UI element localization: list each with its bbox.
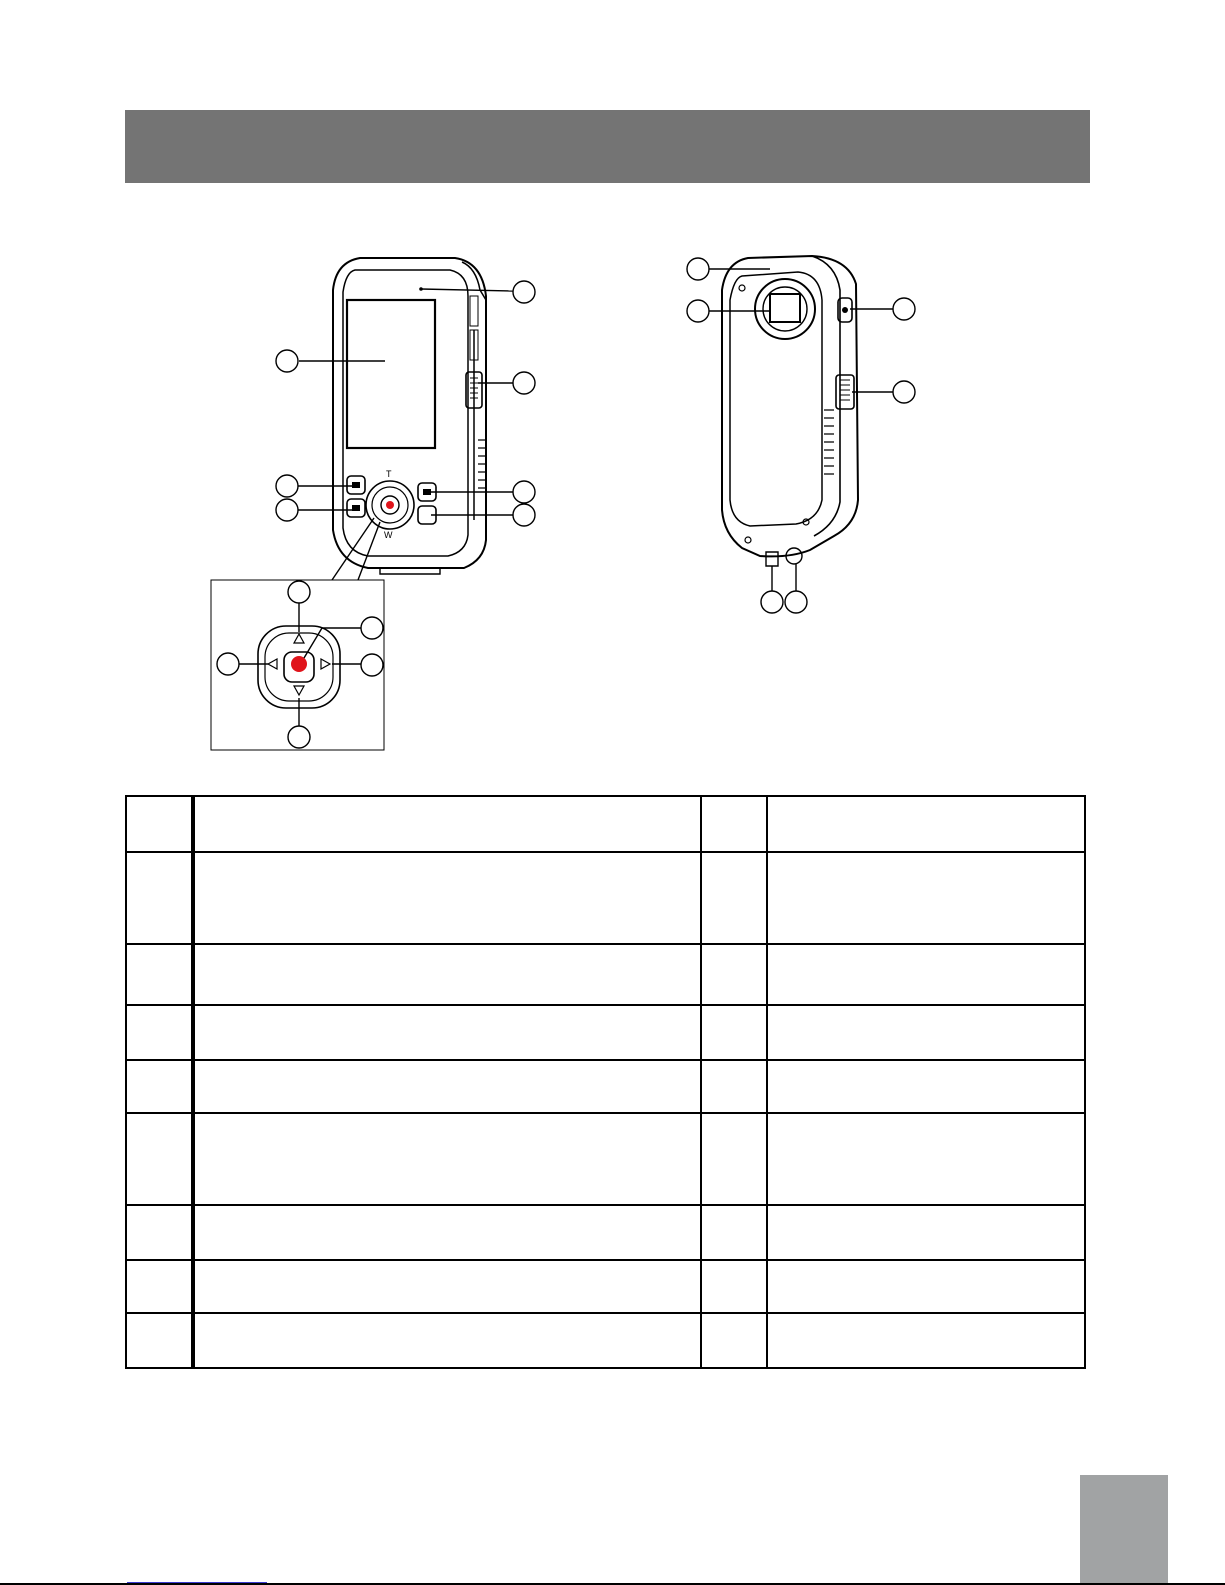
- zoom-wide-label: W: [384, 530, 393, 540]
- up-arrow-icon: [294, 634, 304, 643]
- table-row: [126, 852, 1085, 944]
- table-row: [126, 1205, 1085, 1260]
- part-number-cell: [701, 1060, 767, 1113]
- part-number-cell: [701, 796, 767, 852]
- table-row: [126, 944, 1085, 1005]
- part-number-cell: [701, 852, 767, 944]
- part-description-cell: [767, 944, 1085, 1005]
- part-description-cell: [193, 1205, 701, 1260]
- part-description-cell: [193, 1060, 701, 1113]
- part-description-cell: [193, 1005, 701, 1060]
- table-row: [126, 1005, 1085, 1060]
- part-number-cell: [126, 852, 193, 944]
- part-number-cell: [701, 1205, 767, 1260]
- part-description-cell: [193, 1313, 701, 1368]
- right-arrow-icon: [321, 659, 330, 669]
- part-number-cell: [701, 1005, 767, 1060]
- table-row: [126, 1260, 1085, 1313]
- dpad-detail: [211, 580, 384, 750]
- part-description-cell: [767, 852, 1085, 944]
- front-camera-illustration: [333, 258, 486, 574]
- part-description-cell: [767, 1113, 1085, 1205]
- part-number-cell: [126, 1313, 193, 1368]
- part-number-cell: [701, 1260, 767, 1313]
- part-description-cell: [767, 796, 1085, 852]
- table-row: [126, 796, 1085, 852]
- part-number-cell: [701, 1313, 767, 1368]
- part-description-cell: [767, 1205, 1085, 1260]
- back-camera-illustration: [722, 256, 858, 566]
- part-number-cell: [126, 1060, 193, 1113]
- part-number-cell: [126, 944, 193, 1005]
- part-number-cell: [701, 944, 767, 1005]
- part-description-cell: [767, 1313, 1085, 1368]
- part-description-cell: [767, 1005, 1085, 1060]
- part-description-cell: [193, 852, 701, 944]
- part-description-cell: [193, 1260, 701, 1313]
- part-description-cell: [193, 796, 701, 852]
- part-description-cell: [767, 1060, 1085, 1113]
- zoom-tele-label: T: [386, 469, 392, 479]
- page-number-tab: [1080, 1475, 1168, 1585]
- camera-parts-diagram: [0, 0, 1225, 780]
- part-number-cell: [126, 1005, 193, 1060]
- part-number-cell: [126, 1205, 193, 1260]
- part-number-cell: [126, 1260, 193, 1313]
- table-row: [126, 1060, 1085, 1113]
- table-row: [126, 1113, 1085, 1205]
- left-arrow-icon: [268, 659, 277, 669]
- front-callouts: [276, 281, 535, 580]
- part-description-cell: [767, 1260, 1085, 1313]
- record-button-icon: [291, 656, 307, 672]
- part-description-cell: [193, 944, 701, 1005]
- down-arrow-icon: [294, 686, 304, 695]
- table-row: [126, 1313, 1085, 1368]
- part-number-cell: [701, 1113, 767, 1205]
- part-number-cell: [126, 796, 193, 852]
- parts-table: [125, 795, 1086, 1369]
- part-number-cell: [126, 1113, 193, 1205]
- part-description-cell: [193, 1113, 701, 1205]
